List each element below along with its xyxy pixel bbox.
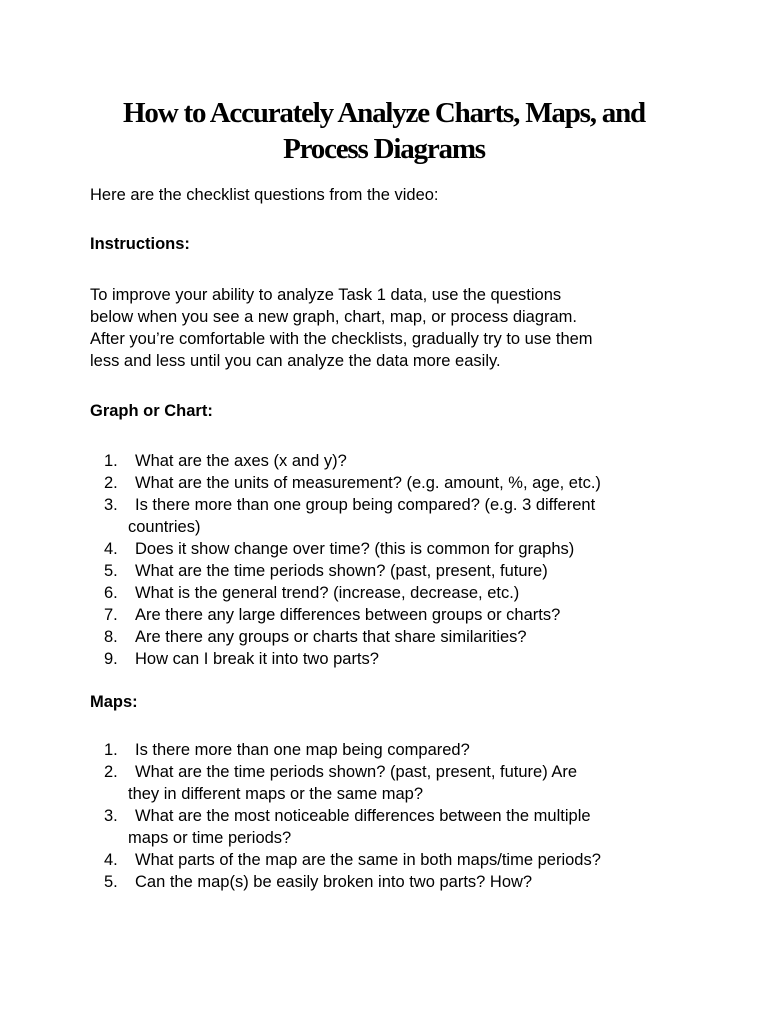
item-number: 8. <box>104 628 118 646</box>
list-item <box>90 648 690 670</box>
instructions-line-3: After you’re comfortable with the checklists, gradually try to use them <box>90 330 593 348</box>
item-text: Are there any large differences between groups or charts? <box>135 606 561 624</box>
item-text-continued: countries) <box>128 518 201 536</box>
item-number: 6. <box>104 584 118 602</box>
item-number: 7. <box>104 606 118 624</box>
item-text: Can the map(s) be easily broken into two parts? How? <box>135 873 533 891</box>
list-item <box>90 805 690 849</box>
item-number: 2. <box>104 474 118 492</box>
item-text: Are there any groups or charts that share similarities? <box>135 628 527 646</box>
item-number: 2. <box>104 763 118 781</box>
item-text: Does it show change over time? (this is common for graphs) <box>135 540 575 558</box>
graph-checklist <box>90 450 690 670</box>
list-item <box>90 582 690 604</box>
document-title <box>60 95 708 167</box>
item-text: What is the general trend? (increase, decrease, etc.) <box>135 584 520 602</box>
maps-heading: Maps: <box>90 693 138 711</box>
item-number: 1. <box>104 741 118 759</box>
instructions-line-1: To improve your ability to analyze Task 1 data, use the questions <box>90 286 562 304</box>
item-text: What are the time periods shown? (past, present, future) <box>135 562 548 580</box>
instructions-paragraph <box>90 284 690 372</box>
list-item <box>90 472 690 494</box>
list-item <box>90 604 690 626</box>
instructions-line-4: less and less until you can analyze the data more easily. <box>90 352 501 370</box>
list-item <box>90 849 690 871</box>
item-text-continued: maps or time periods? <box>128 829 292 847</box>
item-number: 4. <box>104 540 118 558</box>
title-line-2: Process Diagrams <box>283 133 485 165</box>
item-number: 5. <box>104 873 118 891</box>
item-text: What parts of the map are the same in both maps/time periods? <box>135 851 601 869</box>
item-number: 1. <box>104 452 118 470</box>
intro-text: Here are the checklist questions from the video: <box>90 186 439 204</box>
list-item <box>90 560 690 582</box>
item-text: What are the axes (x and y)? <box>135 452 347 470</box>
item-text: What are the most noticeable differences between the multiple <box>135 807 591 825</box>
graph-chart-heading: Graph or Chart: <box>90 402 213 420</box>
maps-checklist <box>90 739 690 893</box>
instructions-heading: Instructions: <box>90 235 190 253</box>
title-line-1: How to Accurately Analyze Charts, Maps, and <box>123 97 645 129</box>
item-number: 9. <box>104 650 118 668</box>
list-item <box>90 494 690 538</box>
list-item <box>90 450 690 472</box>
item-number: 3. <box>104 807 118 825</box>
list-item <box>90 739 690 761</box>
list-item <box>90 538 690 560</box>
item-text: What are the units of measurement? (e.g. amount, %, age, etc.) <box>135 474 601 492</box>
item-text: How can I break it into two parts? <box>135 650 379 668</box>
item-number: 4. <box>104 851 118 869</box>
list-item <box>90 871 690 893</box>
item-text: Is there more than one group being compared? (e.g. 3 different <box>135 496 596 514</box>
item-text: What are the time periods shown? (past, present, future) Are <box>135 763 578 781</box>
item-text-continued: they in different maps or the same map? <box>128 785 424 803</box>
item-text: Is there more than one map being compared? <box>135 741 470 759</box>
instructions-line-2: below when you see a new graph, chart, map, or process diagram. <box>90 308 578 326</box>
item-number: 3. <box>104 496 118 514</box>
list-item <box>90 626 690 648</box>
list-item <box>90 761 690 805</box>
item-number: 5. <box>104 562 118 580</box>
